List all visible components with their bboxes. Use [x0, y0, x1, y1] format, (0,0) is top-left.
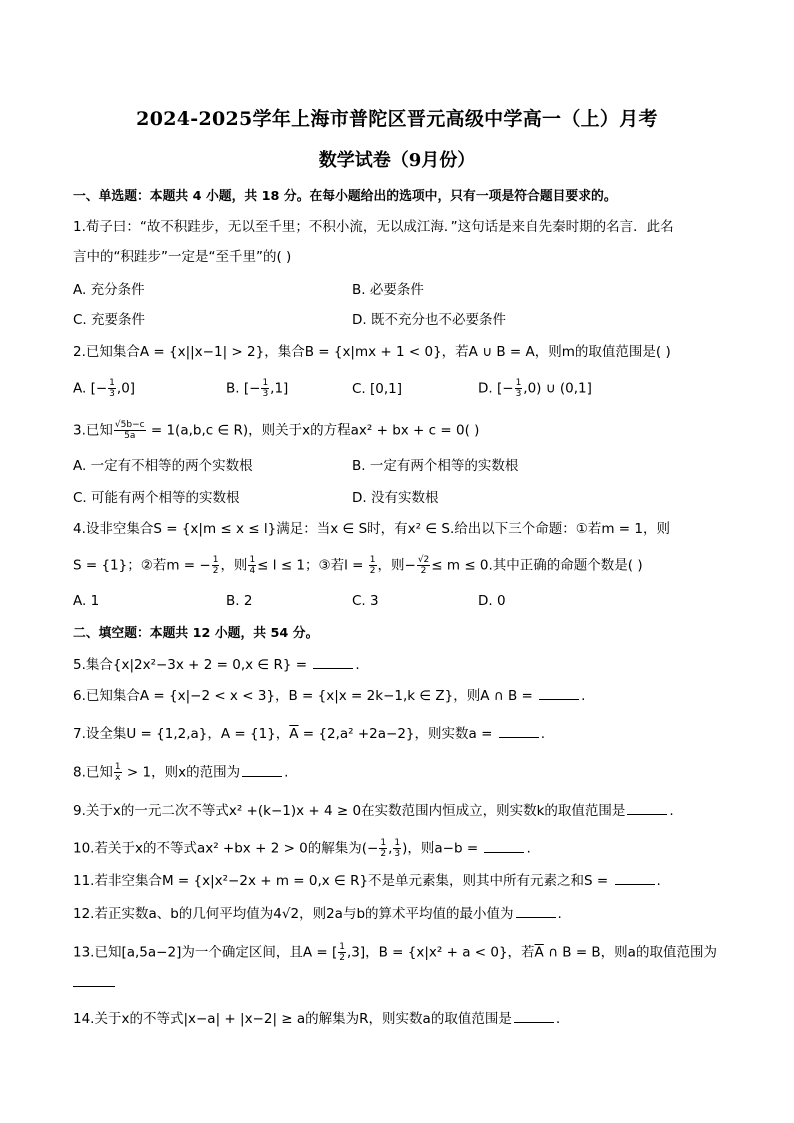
question-5	[73, 656, 360, 674]
fraction-numerator: 1	[109, 378, 115, 388]
q1-option-d: D. 既不充分也不必要条件	[352, 312, 506, 328]
answer-blank[interactable]	[615, 872, 655, 885]
fraction-numerator: 1	[262, 378, 269, 388]
q4-option-a: A. 1	[73, 593, 100, 609]
q13-text-post: ,3]，B = {x|x² + a < 0}，若	[346, 944, 535, 961]
exam-title-line2: 数学试卷（9月份）	[318, 150, 476, 171]
fraction	[338, 942, 346, 963]
complement-symbol: $\overline{A}$	[289, 726, 299, 742]
q4-option-d: D. 0	[478, 593, 506, 609]
q2-option-d	[478, 378, 592, 399]
question-2-stem: 2.已知集合A = {x||x−1| > 2}，集合B = {x|mx + 1 < 0}，若A ∪ B = A，则m的取值范围是( )	[73, 344, 671, 360]
question-12	[73, 905, 562, 923]
period: .	[656, 873, 661, 889]
fraction-numerator: 1	[380, 838, 387, 848]
fraction-denominator: 4	[249, 566, 256, 576]
q2-option-d-suffix: ,0) ∪ (0,1]	[523, 380, 592, 397]
fraction	[248, 555, 256, 576]
fraction-denominator: 5a	[124, 431, 136, 441]
q2-option-c: C. [0,1]	[352, 381, 403, 397]
answer-blank[interactable]	[499, 725, 539, 738]
q8-text-pre: 8.已知	[73, 764, 113, 781]
period: .	[355, 657, 360, 673]
q2-option-b-suffix: ,1]	[270, 380, 289, 397]
answer-blank[interactable]	[514, 1010, 554, 1023]
q4-line2-part-d: ，则−	[377, 557, 416, 574]
q8-text-post: > 1，则x的范围为	[122, 764, 241, 781]
q1-option-a: A. 充分条件	[73, 282, 145, 298]
q3-stem-prefix: 3.已知	[73, 422, 113, 439]
question-4-line1: 4.设非空集合S = {x|m ≤ x ≤ l}满足：当x ∈ S时，有x² ∈ S.给出以下三个命题：①若m = 1，则	[73, 521, 670, 537]
q9-text: 9.关于x的一元二次不等式x² +(k−1)x + 4 ≥ 0在实数范围内恒成立，则实数k的取值范围是	[73, 803, 626, 819]
answer-blank[interactable]	[313, 656, 353, 669]
question-6	[73, 687, 585, 705]
period: .	[526, 840, 531, 857]
period: .	[581, 688, 586, 704]
fraction-numerator: 1	[249, 555, 256, 565]
answer-blank[interactable]	[516, 905, 556, 918]
fraction-numerator: 1	[339, 942, 345, 952]
question-8	[73, 762, 288, 783]
q14-text: 14.关于x的不等式|x−a| + |x−2| ≥ a的解集为R，则实数a的取值范围是	[73, 1011, 512, 1027]
q2-option-a	[73, 378, 135, 399]
period: .	[555, 1011, 561, 1027]
fraction	[393, 838, 401, 859]
q3-option-b: B. 一定有两个相等的实数根	[352, 458, 519, 474]
q4-line2-part-b: ，则	[220, 557, 248, 574]
fraction-numerator: 1	[114, 762, 121, 772]
fraction-denominator: 3	[515, 389, 522, 399]
fraction	[369, 555, 377, 576]
q2-option-d-prefix: D. [−	[478, 380, 514, 397]
q3-option-c: C. 可能有两个相等的实数根	[73, 490, 240, 506]
section-heading-single-choice: 一、单选题：本题共 4 小题，共 18 分。在每小题给出的选项中，只有一项是符合题目要求的。	[73, 189, 617, 204]
question-14	[73, 1010, 560, 1028]
q4-line2-part-a: S = {1}；②若m = −	[73, 557, 211, 574]
question-3-stem	[73, 420, 479, 441]
q6-text: 6.已知集合A = {x|−2 < x < 3}，B = {x|x = 2k−1,k ∈ Z}，则A ∩ B =	[73, 688, 538, 704]
q2-option-a-prefix: A. [−	[73, 380, 108, 397]
q4-line2-part-c: ≤ l ≤ 1；③若l =	[257, 557, 368, 574]
q4-line2-part-e: ≤ m ≤ 0.其中正确的命题个数是( )	[431, 557, 643, 574]
q12-text: 12.若正实数a、b的几何平均值为4√2，则2a与b的算术平均值的最小值为	[73, 906, 514, 922]
fraction	[261, 378, 269, 399]
fraction-denominator: x	[115, 773, 121, 783]
q4-option-b: B. 2	[226, 593, 253, 609]
fraction-denominator: 2	[380, 849, 387, 859]
q5-text: 5.集合{x|2x²−3x + 2 = 0,x ∈ R} =	[73, 657, 312, 673]
period: .	[557, 906, 562, 922]
question-4-line2	[73, 555, 643, 576]
fraction-denominator: 2	[212, 566, 219, 576]
q13-text-pre: 13.已知[a,5a−2]为一个确定区间，且A = [	[73, 944, 338, 961]
q3-stem-suffix: = 1(a,b,c ∈ R)，则关于x的方程ax² + bx + c = 0( )	[146, 422, 480, 439]
q13-text-end: ∩ B = B，则a的取值范围为	[543, 944, 717, 961]
answer-blank[interactable]	[539, 687, 579, 700]
answer-blank[interactable]	[484, 840, 524, 853]
fraction	[108, 378, 116, 399]
q2-option-a-suffix: ,0]	[116, 380, 136, 397]
fraction-numerator: 1	[369, 555, 376, 565]
question-9	[73, 802, 674, 820]
answer-blank[interactable]	[73, 986, 115, 987]
q7-text-post: = {2,a² +2a−2}，则实数a =	[298, 726, 497, 742]
q3-option-a: A. 一定有不相等的两个实数根	[73, 458, 253, 474]
q1-option-b: B. 必要条件	[352, 282, 424, 298]
fraction-denominator: 2	[339, 953, 345, 963]
fraction-denominator: 3	[109, 389, 115, 399]
q1-option-c: C. 充要条件	[73, 312, 146, 328]
q4-option-c: C. 3	[352, 593, 379, 609]
fraction-numerator: 1	[394, 838, 401, 848]
question-10	[73, 838, 531, 859]
exam-title-line1: 2024-2025学年上海市普陀区晋元高级中学高一（上）月考	[136, 108, 658, 130]
comma: ,	[388, 840, 393, 857]
fraction	[379, 838, 387, 859]
q2-option-b-prefix: B. [−	[226, 380, 261, 397]
section-heading-fill-in: 二、填空题：本题共 12 小题，共 54 分。	[73, 626, 319, 641]
fraction-numerator: √2	[417, 555, 430, 565]
q2-option-b	[226, 378, 288, 399]
q7-text-pre: 7.设全集U = {1,2,a}，A = {1}，	[73, 726, 290, 742]
answer-blank[interactable]	[627, 802, 667, 815]
question-11	[73, 872, 661, 890]
fraction-denominator: 3	[262, 389, 269, 399]
q3-option-d: D. 没有实数根	[352, 490, 439, 506]
question-7	[73, 725, 545, 743]
fraction-numerator: 1	[515, 378, 522, 388]
q10-text-post: )，则a−b =	[402, 840, 483, 857]
fraction	[515, 378, 523, 399]
q10-text-pre: 10.若关于x的不等式ax² +bx + 2 > 0的解集为(−	[73, 840, 379, 857]
period: .	[540, 726, 545, 742]
fraction-denominator: 2	[369, 566, 376, 576]
question-13	[73, 942, 717, 963]
fraction	[114, 762, 122, 783]
q11-text: 11.若非空集合M = {x|x²−2x + m = 0,x ∈ R}不是单元素集，则其中所有元素之和S =	[73, 873, 613, 889]
question-1-line2: 言中的“积跬步”一定是“至千里”的( )	[73, 249, 292, 265]
fraction-denominator: 3	[394, 849, 401, 859]
question-1-line1: 1.荀子曰：“故不积跬步，无以至千里；不积小流，无以成江海．”这句话是来自先秦时期的名言．此名	[73, 219, 674, 235]
complement-symbol: $\overline{A}$	[534, 944, 544, 961]
period: .	[284, 764, 289, 781]
period: .	[669, 803, 674, 819]
fraction	[114, 420, 146, 441]
fraction-numerator: √5b−c	[114, 420, 145, 430]
fraction-denominator: 2	[420, 566, 427, 576]
answer-blank[interactable]	[242, 764, 282, 777]
fraction	[417, 555, 430, 576]
fraction-numerator: 1	[212, 555, 219, 565]
fraction	[212, 555, 220, 576]
